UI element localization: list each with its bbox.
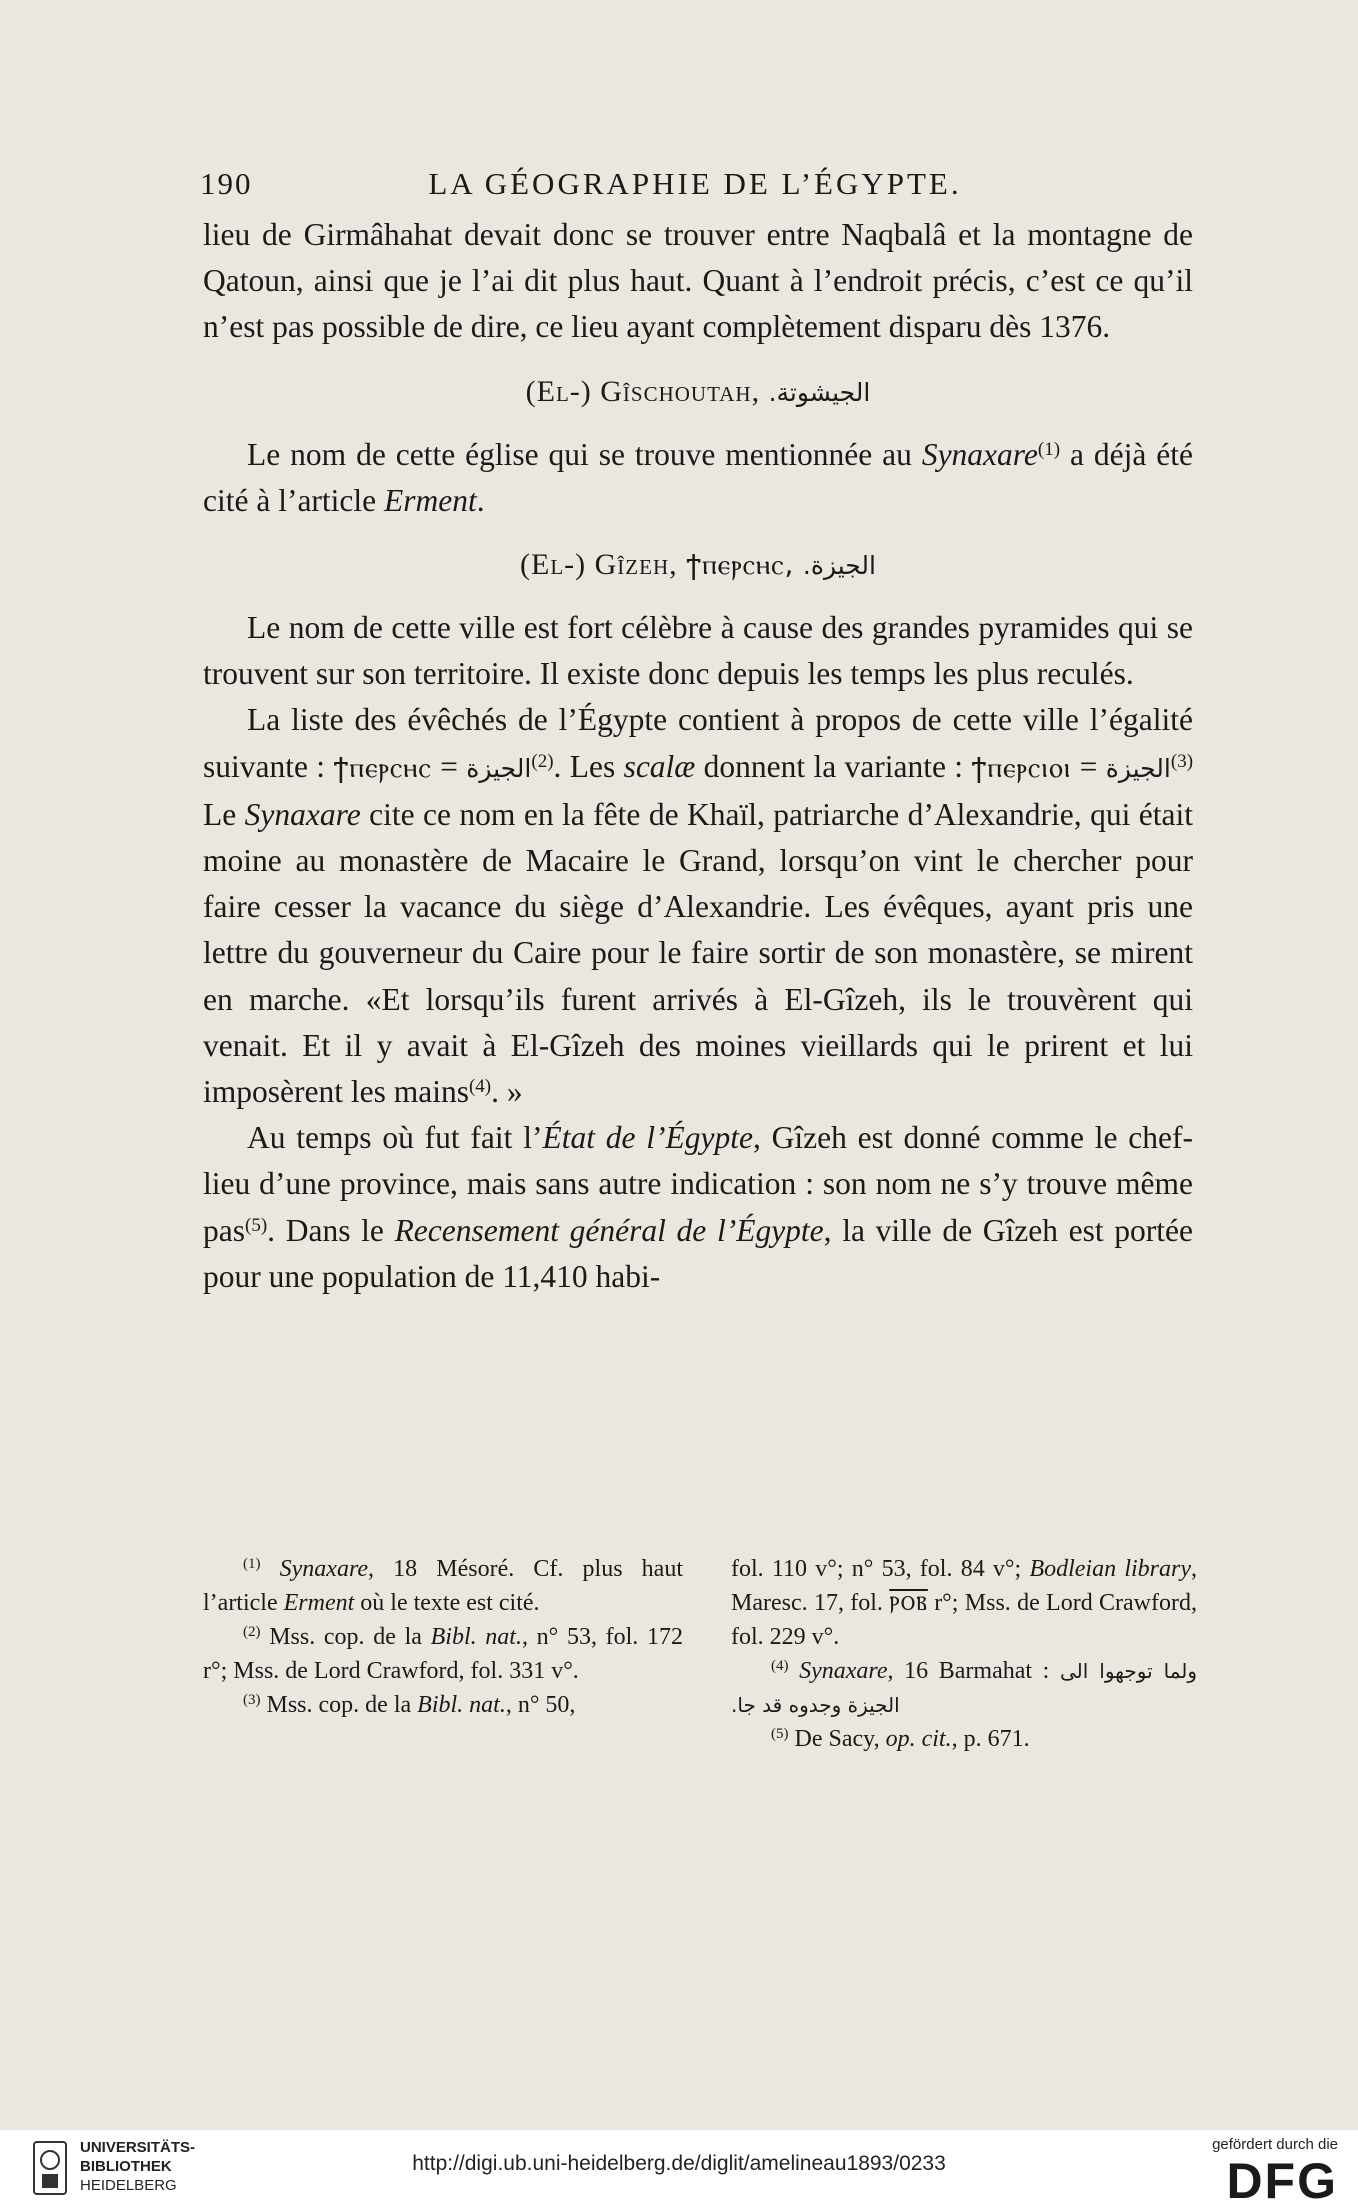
funded-by-label: gefördert durch die — [1212, 2136, 1338, 2153]
footnote-3-continued: fol. 110 v°; n° 53, fol. 84 v°; Bodleian library, Maresc. 17, fol. ⲢⲞⲂ r°; Mss. de Lord Crawford, fol. 229 v°. — [731, 1556, 1197, 1650]
paragraph-eveches: La liste des évêchés de l’Égypte contient à propos de cette ville l’égalité suivante : ϯⲡⲉⲣⲥⲏⲥ = الجيزة$^{(2)}$. Les scalæ donnent la variante : ϯⲡⲉⲣⲥⲓⲟⲓ = الجيزة$^{(3)}$ Le Synaxare cite ce nom en la fête de Khaïl, patriarche d’Alexandrie, qui était moine au monastère de Macaire le Grand, lorsqu’on vint le chercher pour faire cesser la vacance du siège d’Alexandrie. Les évêques, ayant pris une lettre du gouverneur du Caire pour le faire sortir de son monastère, se mirent en marche. «Et lorsqu’ils furent arrivés à El-Gîzeh, ils le trouvèrent qui venait. Et il y avait à El-Gîzeh des moines vieillards qui le prirent et lui imposèrent les mains$^{(4)}$. » — [203, 702, 1194, 1110]
footnote-ref-3: (3) — [1170, 750, 1194, 772]
footnote-1: $^{(1)}$ Synaxare, 18 Mésoré. Cf. plus haut l’article Erment où le texte est cité. — [203, 1556, 684, 1616]
footnotes-left-column — [203, 1552, 683, 1722]
heading-name: Gîschoutah — [600, 374, 752, 408]
dfg-logo: DFG — [1226, 2153, 1338, 2209]
footnote-2: $^{(2)}$ Mss. cop. de la Bibl. nat., n° 53, fol. 172 r°; Mss. de Lord Crawford, fol. 331 v°. — [203, 1624, 683, 1684]
footnote-4: $^{(4)}$ Synaxare, 16 Barmahat : ولما توجهوا الى الجيزة وجدوه قد جا. — [731, 1658, 1198, 1717]
page-number: 190 — [200, 166, 253, 201]
paragraph-etat: Au temps où fut fait l’État de l’Égypte, Gîzeh est donné comme le chef-lieu d’une province, mais sans autre indication : son nom ne s’y trouve même pas$^{(5)}$. Dans le Recensement général de l’Égypte, la ville de Gîzeh est portée pour une population de 11,410 habi- — [203, 1120, 1193, 1294]
paragraph-pyramides: Le nom de cette ville est fort célèbre à cause des grandes pyramides qui se trouvent sur son territoire. Il existe donc depuis les temps les plus reculés. — [203, 610, 1193, 692]
heading-article: (El-) — [520, 548, 587, 582]
footnote-5: $^{(5)}$ De Sacy, op. cit., p. 671. — [771, 1726, 1030, 1752]
university-library-label: UNIVERSITÄTS- BIBLIOTHEK HEIDELBERG — [80, 2139, 196, 2194]
heading-coptic: ϯⲡⲉⲣⲥⲏⲥ, — [686, 548, 795, 582]
heading-name: Gîzeh, — [594, 548, 678, 582]
footer-bar — [0, 2130, 1358, 2212]
heading-gischoutah: (El-) Gîschoutah, الجيشوتة. — [525, 374, 871, 408]
running-title: LA GÉOGRAPHIE DE L’ÉGYPTE. — [428, 166, 962, 201]
footnote-3: $^{(3)}$ Mss. cop. de la Bibl. nat., n° 50, — [243, 1692, 576, 1718]
footnote-ref-1: (1) — [1037, 438, 1061, 460]
heading-article: (El-) — [525, 374, 592, 408]
heading-arabic: الجيزة. — [802, 551, 876, 581]
footnotes-right-column — [731, 1552, 1197, 1756]
heading-gizeh — [203, 542, 1193, 589]
main-text — [203, 212, 1193, 1300]
page-header — [200, 166, 1190, 206]
heading-arabic: الجيشوتة. — [768, 377, 871, 407]
paragraph-eglise: Le nom de cette église qui se trouve mentionnée au Synaxare$^{(1)}$ a déjà été cité à l’article Erment. — [203, 436, 1193, 518]
footnote-ref-2: (2) — [531, 750, 554, 772]
paragraph-girmahahat: lieu de Girmâhahat devait donc se trouver entre Naqbalâ et la montagne de Qatoun, ainsi que je l’ai dit plus haut. Quant à l’endroit précis, c’est ce qu’il n’est pas possible de dire, ce lieu ayant complètement disparu dès 1376. — [203, 217, 1193, 345]
footnote-ref-5: (5) — [245, 1214, 268, 1236]
footnote-ref-4: (4) — [468, 1076, 492, 1098]
permalink-url[interactable]: http://digi.ub.uni-heidelberg.de/diglit/amelineau1893/0233 — [412, 2152, 946, 2175]
